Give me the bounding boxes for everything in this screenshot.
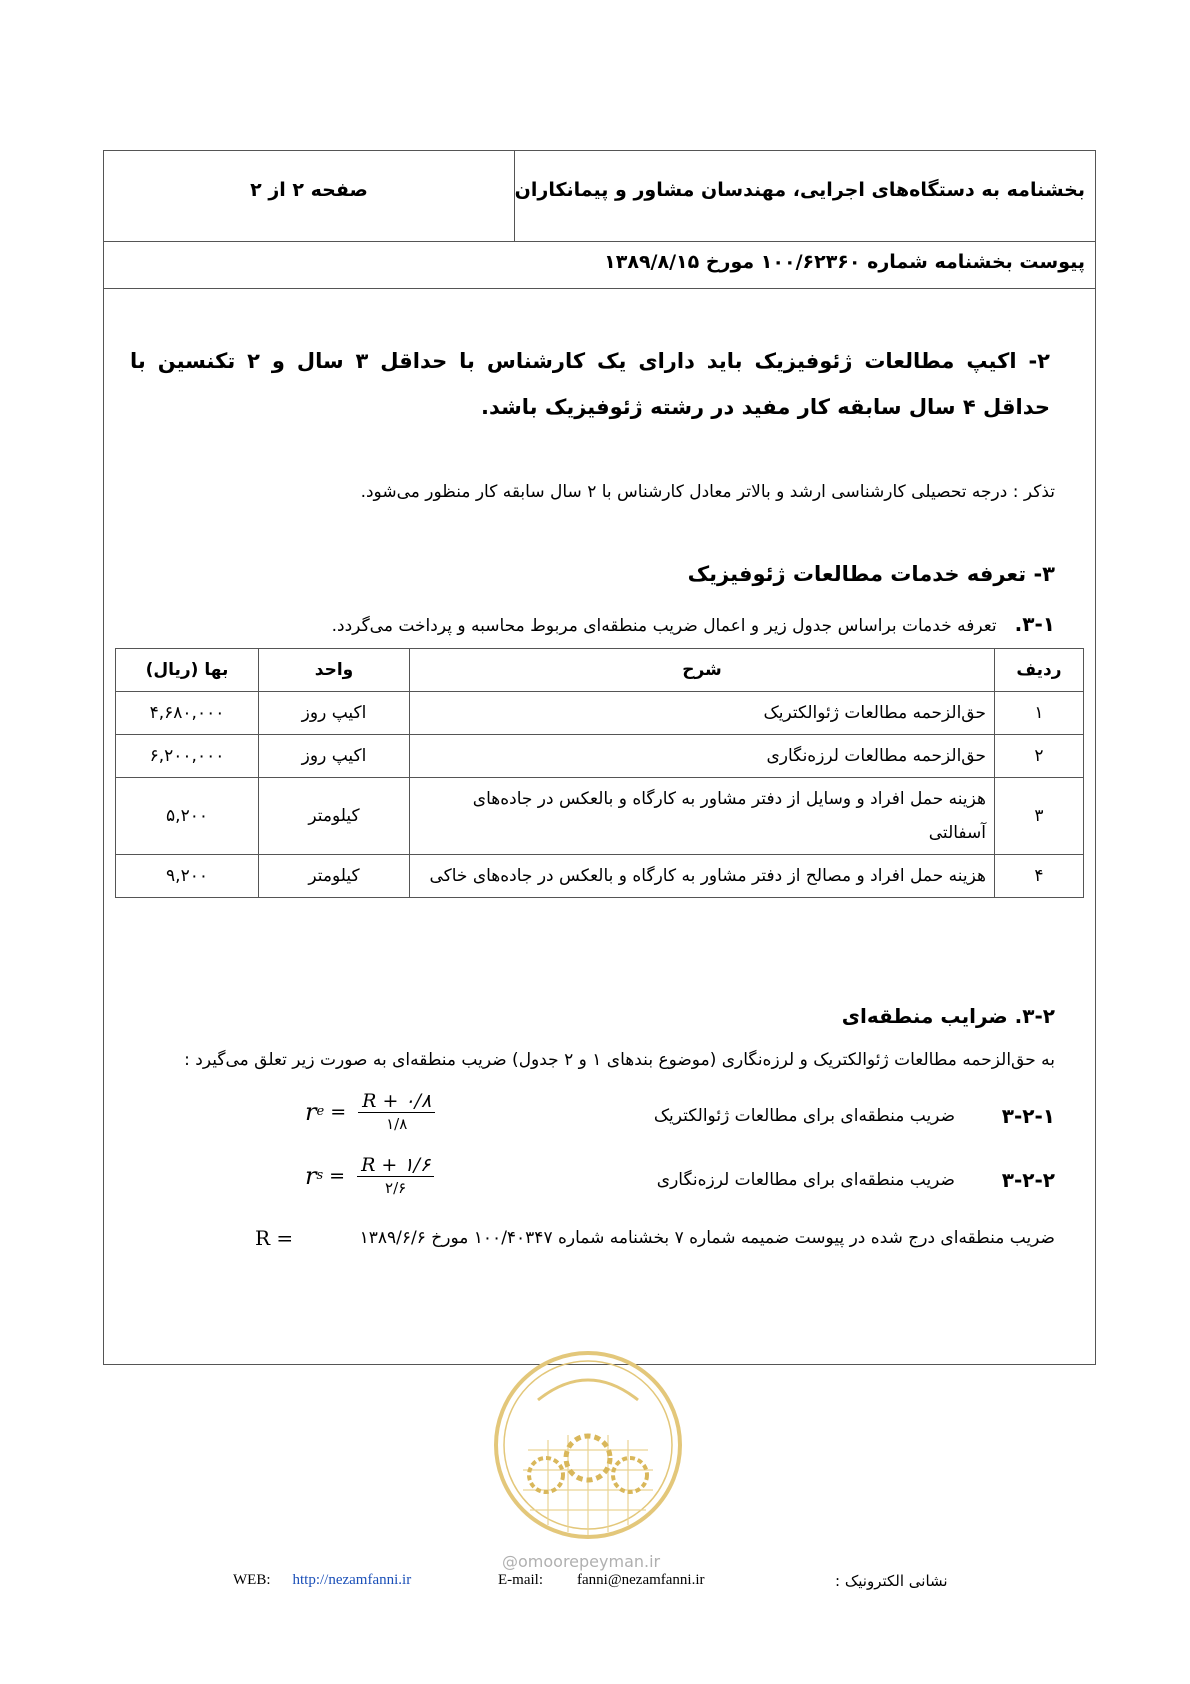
formula-1-number: ۳-۲-۱ [1001,1104,1055,1128]
section-3-2-heading: ۳-۲. ضرایب منطقه‌ای [841,1004,1055,1028]
subsection-3-1-number: ۳-۱. [1014,612,1055,636]
table-row [116,692,1084,735]
row-no: ۲ [995,735,1084,778]
formula-1-var: r [305,1097,317,1126]
table-header-row [116,649,1084,692]
web-link[interactable]: http://nezamfanni.ir [292,1572,412,1588]
formula-1-numerator: R + ۰/۸ [358,1090,435,1113]
row-desc: حق‌الزحمه مطالعات لرزه‌نگاری [410,735,995,778]
annex-reference: پیوست بخشنامه شماره ۱۰۰/۶۲۳۶۰ مورخ ۱۳۸۹/۸/۱۵ [604,251,1085,273]
formula-2-denominator: ۲/۶ [385,1179,407,1197]
omoorepeyman-seal-icon [488,1340,688,1550]
header-divider [514,151,515,241]
footer-electronic-label: نشانی الکترونیک : [835,1572,948,1590]
footer-email [498,1572,705,1589]
col-header-no: ردیف [995,649,1084,692]
section-3-heading: ۳- تعرفه خدمات مطالعات ژئوفیزیک [687,562,1055,586]
formula-1-denominator: ۱/۸ [386,1115,408,1133]
row-unit: کیلومتر [259,855,410,898]
row-no: ۱ [995,692,1084,735]
email-label: E-mail: [498,1572,543,1588]
table-row [116,855,1084,898]
note-paragraph: تذکر : درجه تحصیلی کارشناسی ارشد و بالاتر معادل کارشناس با ۲ سال سابقه کار منظور می‌شود. [360,482,1055,502]
table-row [116,778,1084,855]
page-number: صفحه ۲ از ۲ [250,179,368,201]
formula-2-numerator: R + ۱/۶ [357,1154,434,1177]
row-price: ۵,۲۰۰ [116,778,259,855]
row-price: ۴,۶۸۰,۰۰۰ [116,692,259,735]
subsection-3-1 [332,612,1055,636]
row-desc: هزینه حمل افراد و وسایل از دفتر مشاور به کارگاه و بالعکس در جاده‌های آسفالتی [410,778,995,855]
item-2-paragraph: ۲- اکیپ مطالعات ژئوفیزیک باید دارای یک کارشناس با حداقل ۳ سال و ۲ تکنسین با حداقل ۴ سال سابقه کار مفید در رشته ژئوفیزیک باشد. [130,349,1050,419]
row-no: ۳ [995,778,1084,855]
watermark: @omoorepeyman.ir [502,1552,661,1571]
row-no: ۴ [995,855,1084,898]
row-price: ۹,۲۰۰ [116,855,259,898]
row-unit: اکیپ روز [259,735,410,778]
row-price: ۶,۲۰۰,۰۰۰ [116,735,259,778]
email-address: fanni@nezamfanni.ir [577,1572,705,1588]
row-unit: کیلومتر [259,778,410,855]
formula-1-fraction [358,1090,435,1133]
section-3-2-paragraph: به حق‌الزحمه مطالعات ژئوالکتریک و لرزه‌نگاری (موضوع بندهای ۱ و ۲ جدول) ضریب منطقه‌ای به صورت زیر تعلق می‌گیرد : [184,1050,1055,1070]
table-row [116,735,1084,778]
formula-2-label: ضریب منطقه‌ای برای مطالعات لرزه‌نگاری [656,1170,955,1190]
col-header-unit: واحد [259,649,410,692]
formula-2-sub: s [316,1168,324,1183]
formula-1-sub: e [316,1104,325,1119]
formula-2 [305,1154,434,1197]
col-header-desc: شرح [410,649,995,692]
equals-sign: = [330,1100,347,1123]
annex-row [104,241,1095,289]
equals-sign: = [329,1164,346,1187]
row-unit: اکیپ روز [259,692,410,735]
row-desc: هزینه حمل افراد و مصالح از دفتر مشاور به کارگاه و بالعکس در جاده‌های خاکی [410,855,995,898]
web-label: WEB: [233,1572,271,1588]
header-row [104,151,1095,242]
r-definition: ضریب منطقه‌ای درج شده در پیوست ضمیمه شماره ۷ بخشنامه شماره ۱۰۰/۴۰۳۴۷ مورخ ۱۳۸۹/۶/۶ [359,1228,1055,1248]
formula-2-fraction [357,1154,434,1197]
r-symbol: R = [255,1226,294,1250]
tariff-table [115,648,1084,898]
circular-title: بخشنامه به دستگاه‌های اجرایی، مهندسان مشاور و پیمانکاران [514,179,1085,201]
formula-2-number: ۳-۲-۲ [1001,1168,1055,1192]
formula-2-var: r [305,1161,317,1190]
col-header-price: بها (ریال) [116,649,259,692]
formula-1-label: ضریب منطقه‌ای برای مطالعات ژئوالکتریک [653,1106,955,1126]
footer-web [233,1572,411,1589]
subsection-3-1-text: تعرفه خدمات براساس جدول زیر و اعمال ضریب منطقه‌ای مربوط محاسبه و پرداخت می‌گردد. [331,616,997,636]
formula-1 [305,1090,435,1133]
row-desc: حق‌الزحمه مطالعات ژئوالکتریک [410,692,995,735]
